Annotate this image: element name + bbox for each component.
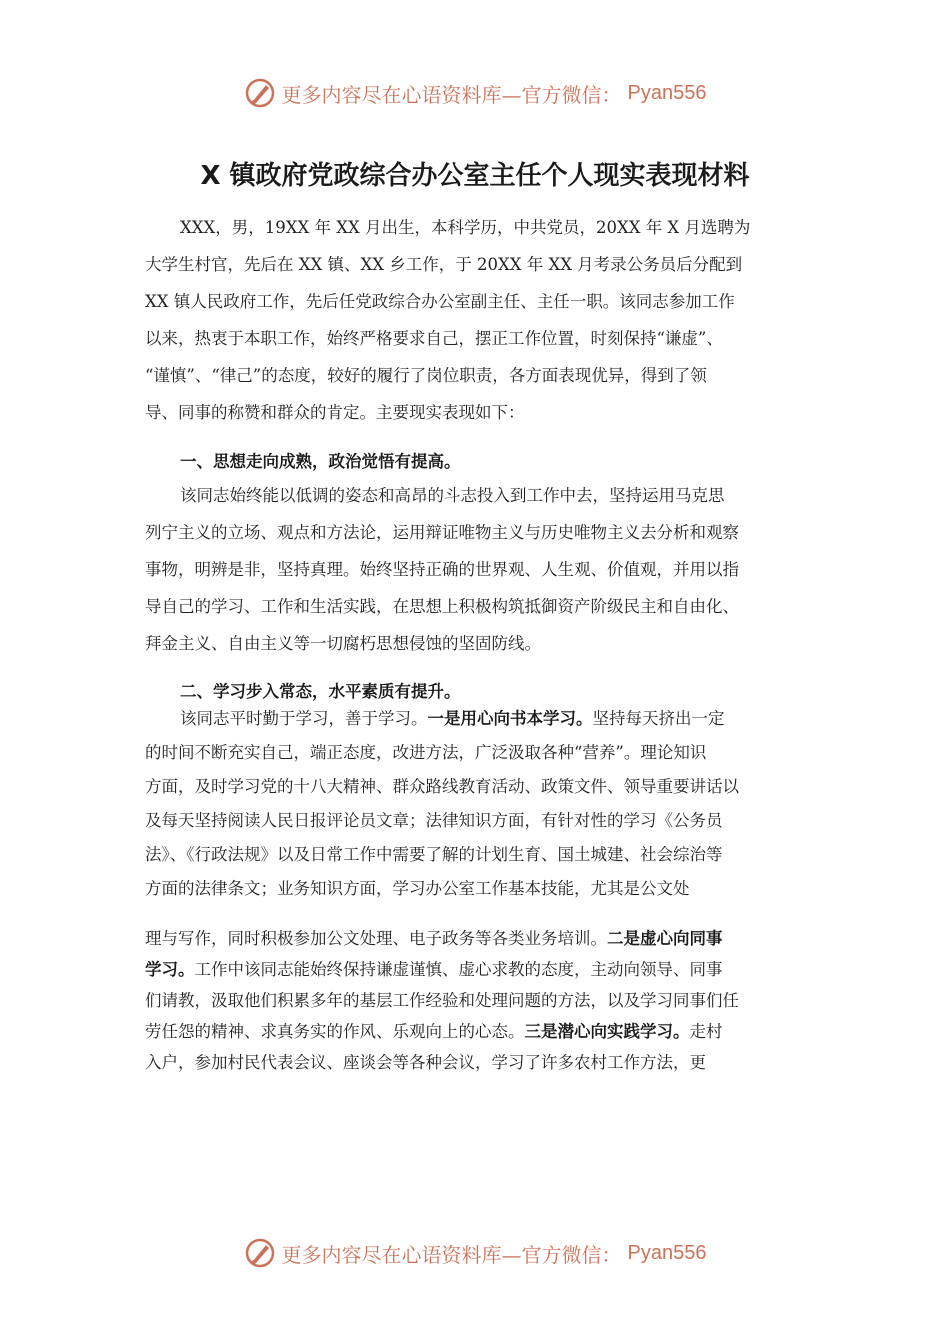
section-2-line: 方面，及时学习党的十八大精神、群众路线教育活动、政策文件、领导重要讲话以	[145, 777, 739, 796]
section-2-line	[145, 923, 810, 954]
intro-line: 以来，热衷于本职工作，始终严格要求自己，摆正工作位置，时刻保持“谦虚”、	[145, 329, 723, 348]
section-1-line: 拜金主义、自由主义等一切腐朽思想侵蚀的坚固防线。	[145, 634, 541, 653]
section-2-text: 工作中该同志能始终保持谦虚谨慎、虚心求教的态度，主动向领导、同事	[194, 960, 723, 979]
section-2-line	[145, 954, 810, 985]
pen-logo-icon	[244, 77, 276, 109]
section-1-line: 该同志始终能以低调的姿态和高昂的斗志投入到工作中去，坚持运用马克思	[180, 486, 725, 505]
section-2-line: 法》、《行政法规》以及日常工作中需要了解的计划生育、国土城建、社会综治等	[145, 845, 723, 864]
section-2-line: 及每天坚持阅读人民日报评论员文章；法律知识方面，有针对性的学习《公务员	[145, 811, 723, 830]
section-2-line	[145, 702, 810, 736]
section-1-line: 导自己的学习、工作和生活实践，在思想上积极构筑抵御资产阶级民主和自由化、	[145, 597, 739, 616]
section-2-text: 该同志平时勤于学习，善于学习。	[180, 709, 428, 728]
banner-text: 更多内容尽在心语资料库—官方微信：	[281, 1242, 622, 1267]
intro-paragraph	[145, 209, 810, 431]
section-2-paragraph	[145, 702, 810, 906]
section-2-text: 坚持每天挤出一定	[592, 709, 725, 728]
section-2-line: 方面的法律条文；业务知识方面，学习办公室工作基本技能，尤其是公文处	[145, 879, 690, 898]
section-2-heading: 二、学习步入常态，水平素质有提升。	[180, 682, 461, 701]
intro-line: “谨慎”、“律己”的态度，较好的履行了岗位职责，各方面表现优异，得到了领	[145, 366, 707, 385]
banner-wechat-id: Pyan556	[627, 1241, 707, 1264]
section-2-line	[145, 1016, 810, 1047]
section-2-text: 劳任怨的精神、求真务实的作风、乐观向上的心态。	[145, 1022, 525, 1041]
section-2-text: 走村	[689, 1022, 723, 1041]
section-1-heading: 一、思想走向成熟，政治觉悟有提高。	[180, 452, 461, 471]
section-2-emphasis: 三是潜心向实践学习。	[524, 1022, 690, 1041]
section-1-line: 列宁主义的立场、观点和方法论，运用辩证唯物主义与历史唯物主义去分析和观察	[145, 523, 739, 542]
section-1-line: 事物，明辨是非，坚持真理。始终坚持正确的世界观、人生观、价值观，并用以指	[145, 560, 739, 579]
document-title: X 镇政府党政综合办公室主任个人现实表现材料	[200, 161, 750, 191]
section-2-emphasis: 二是虚心向同事	[607, 929, 723, 948]
section-2-emphasis: 一是用心向书本学习。	[427, 709, 593, 728]
section-2-line: 们请教，汲取他们积累多年的基层工作经验和处理问题的方法，以及学习同事们任	[145, 991, 739, 1010]
intro-line: 大学生村官，先后在 XX 镇、XX 乡工作，于 20XX 年 XX 月考录公务员后分配到	[145, 255, 743, 274]
banner-text: 更多内容尽在心语资料库—官方微信：	[281, 82, 622, 107]
header-banner	[0, 73, 950, 113]
intro-line: 导、同事的称赞和群众的肯定。主要现实表现如下：	[145, 403, 525, 422]
pen-logo-icon	[244, 1237, 276, 1269]
section-2-emphasis: 学习。	[145, 960, 195, 979]
footer-banner	[0, 1233, 950, 1273]
intro-line: XX 镇人民政府工作，先后任党政综合办公室副主任、主任一职。该同志参加工作	[145, 292, 735, 311]
section-2-line: 入户，参加村民代表会议、座谈会等各种会议，学习了许多农村工作方法，更	[145, 1053, 706, 1072]
section-1-paragraph	[145, 477, 810, 662]
section-2-line: 的时间不断充实自己，端正态度，改进方法，广泛汲取各种“营养”。理论知识	[145, 743, 707, 762]
section-2-paragraph-cont	[145, 923, 810, 1078]
section-2-text: 理与写作，同时积极参加公文处理、电子政务等各类业务培训。	[145, 929, 607, 948]
intro-line: XXX，男，19XX 年 XX 月出生，本科学历，中共党员，20XX 年 X 月选聘为	[180, 218, 751, 237]
banner-wechat-id: Pyan556	[627, 81, 707, 104]
